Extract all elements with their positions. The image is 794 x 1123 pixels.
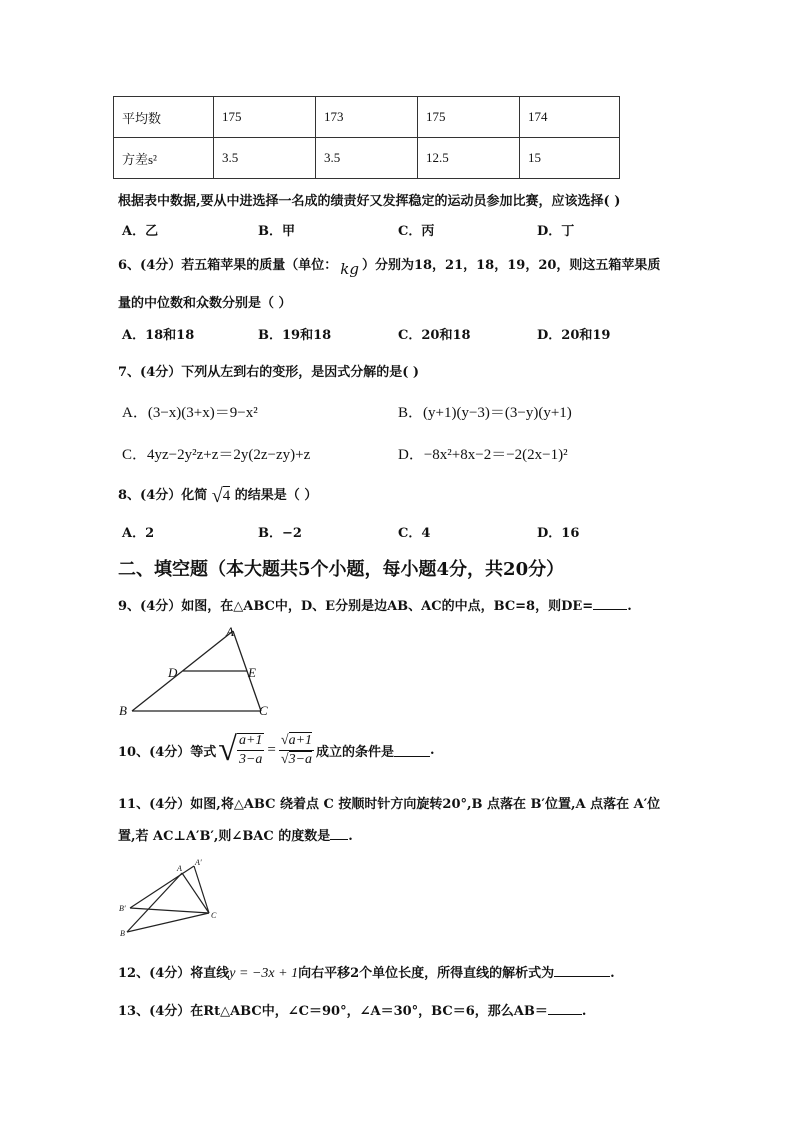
q10-eq: = — [267, 741, 276, 758]
q10-num-left: a+1 — [237, 734, 264, 751]
label-a-prime: A′ — [195, 858, 202, 867]
q5-option-a: A．乙 — [122, 224, 159, 239]
label-c: C — [259, 703, 268, 717]
q8-option-d: D．16 — [537, 526, 580, 541]
q10-formula: √ $\frac{a+1}{3-a}$ = $\frac{√a+1}{√3-a}$ — [218, 731, 313, 768]
q6-option-c: C．20和18 — [398, 328, 471, 343]
q10-den-right: 3−a — [288, 751, 313, 767]
label-a: A — [226, 624, 234, 639]
q10-den-left: 3−a — [238, 752, 263, 767]
table-cell: 3.5 — [316, 138, 418, 179]
section-title: 二、填空题（本大题共5个小题，每小题4分，共20分） — [118, 559, 565, 580]
q12-formula: y = −3x + 1 — [229, 966, 299, 981]
label-b: B — [120, 929, 125, 938]
table-row — [114, 138, 620, 179]
q6-option-b: B．19和18 — [258, 328, 332, 343]
q11-line2-text: 置,若 AC⊥A′B′,则∠BAC 的度数是 — [118, 829, 331, 844]
table-row-label: 平均数 — [114, 97, 214, 138]
q8-option-b: B．−2 — [258, 526, 302, 541]
q6-line1-pre: 6、(4分）若五箱苹果的质量（单位： — [118, 258, 338, 273]
triangle-figure-q9 — [115, 622, 280, 717]
label-b-prime: B′ — [119, 904, 126, 913]
table-cell: 173 — [316, 97, 418, 138]
q8-option-a: A．2 — [122, 526, 155, 541]
q6-option-d: D．20和19 — [537, 328, 611, 343]
q10-num-right: a+1 — [288, 732, 313, 748]
q6-line1-post: ）分别为18，21，18，19，20，则这五箱苹果质 — [361, 258, 661, 273]
label-c: C — [211, 911, 217, 920]
q12-end: . — [610, 966, 615, 981]
answer-blank[interactable] — [394, 744, 430, 757]
q5-option-b: B．甲 — [258, 224, 295, 239]
table-cell: 175 — [214, 97, 316, 138]
table-row-label: 方差s² — [114, 138, 214, 179]
q9-line — [118, 595, 632, 614]
answer-blank[interactable] — [548, 1002, 582, 1015]
q6-unit: kg — [340, 260, 359, 278]
q8-sqrt: √ 4 — [211, 484, 231, 507]
table-row — [114, 97, 620, 138]
q9-text: 9、(4分）如图，在△ABC中，D、E分别是边AB、AC的中点，BC=8，则DE= — [118, 599, 594, 614]
q5-text: 根据表中数据,要从中进选择一名成的绩责好又发挥稳定的运动员参加比赛，应该选择( ) — [118, 194, 621, 209]
answer-blank[interactable] — [593, 597, 627, 610]
table-cell: 175 — [418, 97, 520, 138]
q8-radicand: 4 — [222, 487, 231, 504]
q8-line — [118, 484, 317, 506]
label-b: B — [119, 703, 127, 717]
stats-table — [113, 96, 620, 179]
q12-line — [118, 962, 615, 982]
q7-option-b: B．(y+1)(y−3)＝(3−y)(y+1) — [398, 405, 572, 421]
q10-pre: 10、(4分）等式 — [118, 744, 217, 760]
rotation-figure-q11 — [115, 855, 225, 940]
q8-option-c: C．4 — [398, 526, 431, 541]
answer-blank[interactable] — [554, 964, 610, 977]
label-a: A — [177, 864, 182, 873]
q5-option-c: C．丙 — [398, 224, 435, 239]
q11-line1: 11、(4分）如图,将△ABC 绕着点 C 按顺时针方向旋转20°,B 点落在 B′位置,A 点落在 A′位 — [118, 797, 661, 812]
q13-end: . — [581, 1004, 587, 1019]
q10-end: . — [430, 742, 435, 758]
table-cell: 12.5 — [418, 138, 520, 179]
q8-post: 的结果是（ ） — [234, 488, 318, 503]
q6-option-a: A．18和18 — [122, 328, 195, 343]
table-cell: 174 — [520, 97, 620, 138]
q6-line2: 量的中位数和众数分别是（ ） — [118, 296, 292, 311]
q13-text: 13、(4分）在Rt△ABC中，∠C＝90°，∠A＝30°，BC＝6，那么AB＝ — [118, 1004, 548, 1019]
q8-pre: 8、(4分）化简 — [118, 488, 208, 503]
answer-blank[interactable] — [330, 827, 348, 840]
q11-end: . — [348, 829, 353, 844]
q6-line1 — [118, 254, 661, 278]
q7-option-c: C．4yz−2y²z+z＝2y(2z−zy)+z — [122, 447, 311, 463]
q7-text: 7、(4分）下列从左到右的变形，是因式分解的是( ) — [118, 365, 420, 380]
q5-option-d: D．丁 — [537, 224, 575, 239]
q7-option-a: A．(3−x)(3+x)＝9−x² — [122, 405, 258, 421]
label-d: D — [168, 665, 178, 680]
q10-post: 成立的条件是 — [316, 744, 395, 760]
table-cell: 3.5 — [214, 138, 316, 179]
table-cell: 15 — [520, 138, 620, 179]
q12-post: 向右平移2个单位长度，所得直线的解析式为 — [298, 966, 555, 981]
q9-end: . — [627, 599, 632, 614]
label-e: E — [248, 665, 256, 680]
q7-option-d: D．−8x²+8x−2＝−2(2x−1)² — [398, 447, 568, 463]
q10-line — [118, 733, 435, 767]
q11-line2 — [118, 825, 353, 844]
q12-pre: 12、(4分）将直线 — [118, 966, 230, 981]
q13-line — [118, 1000, 586, 1019]
